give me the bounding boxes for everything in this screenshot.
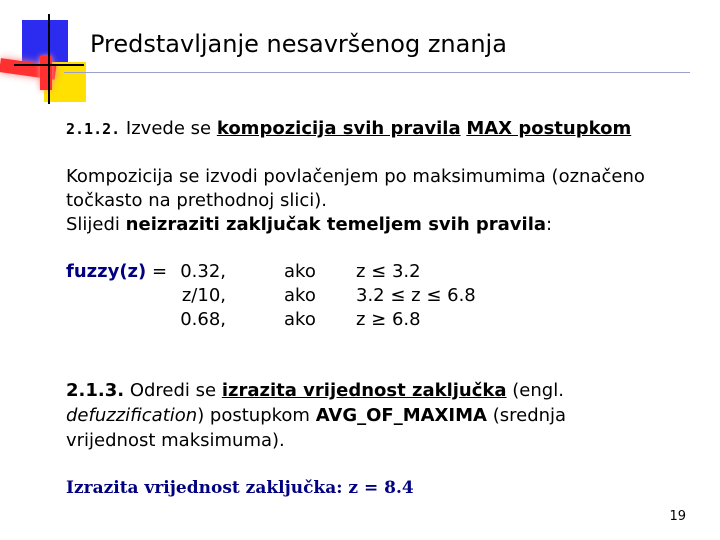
fuzzy-conclusion-term: neizraziti zaključak temeljem svih pravila: [125, 214, 547, 235]
fuzzy-if: ako: [284, 309, 316, 330]
paragraph-line-1: Kompozicija se izvodi povlačenjem po maksimumima (označeno: [66, 166, 645, 187]
result-value: z = 8.4: [348, 478, 414, 498]
section-2-1-3-line-3: vrijednost maksimuma).: [66, 430, 285, 451]
section-number: 2.1.2.: [66, 120, 121, 138]
section-text: (srednja: [492, 405, 567, 426]
paragraph-colon: :: [546, 214, 553, 235]
corner-vertical-line: [48, 14, 50, 104]
fuzzy-value: 0.32,: [180, 261, 226, 282]
page-number: 19: [669, 509, 686, 524]
section-text: Odredi se: [129, 380, 217, 401]
fuzzy-function-name: fuzzy(z): [66, 261, 147, 282]
corner-horizontal-line: [14, 64, 84, 66]
fuzzy-label: [66, 260, 167, 284]
section-2-1-3-line-2: [66, 405, 566, 426]
result-line: [66, 478, 414, 498]
section-number: 2.1.3.: [66, 380, 125, 401]
fuzzy-if: ako: [284, 285, 316, 306]
fuzzy-conditions: [356, 260, 476, 332]
fuzzy-value: z/10,: [181, 285, 226, 306]
fuzzy-if: ako: [284, 261, 316, 282]
section-text: (engl.: [512, 380, 564, 401]
paragraph-lead: Slijedi: [66, 214, 120, 235]
avg-of-maxima-term: AVG_OF_MAXIMA: [315, 405, 487, 426]
defuzzification-term: defuzzification: [66, 405, 198, 426]
composition-term: kompozicija svih pravila: [216, 118, 461, 139]
title-divider: [64, 72, 690, 73]
crisp-value-term: izrazita vrijednost zaključka: [221, 380, 507, 401]
fuzzy-condition: z ≥ 6.8: [356, 309, 421, 330]
fuzzy-value: 0.68,: [180, 309, 226, 330]
page-title: Predstavljanje nesavršenog znanja: [90, 30, 507, 58]
section-2-1-3-line-1: [66, 380, 564, 401]
paragraph-line-2: točkasto na prethodnoj slici).: [66, 190, 328, 211]
fuzzy-ifs: [284, 260, 316, 332]
section-2-1-2: [66, 118, 631, 139]
corner-red-bar-vertical: [40, 56, 52, 90]
max-method-term: MAX postupkom: [466, 118, 632, 139]
section-text: Izvede se: [125, 118, 212, 139]
section-text: ) postupkom: [197, 405, 310, 426]
fuzzy-condition: z ≤ 3.2: [356, 261, 421, 282]
fuzzy-condition: 3.2 ≤ z ≤ 6.8: [356, 285, 476, 306]
fuzzy-equals: =: [152, 261, 168, 282]
fuzzy-values: [170, 260, 226, 332]
paragraph-line-3: [66, 214, 552, 235]
result-label: Izrazita vrijednost zaključka:: [66, 478, 343, 498]
